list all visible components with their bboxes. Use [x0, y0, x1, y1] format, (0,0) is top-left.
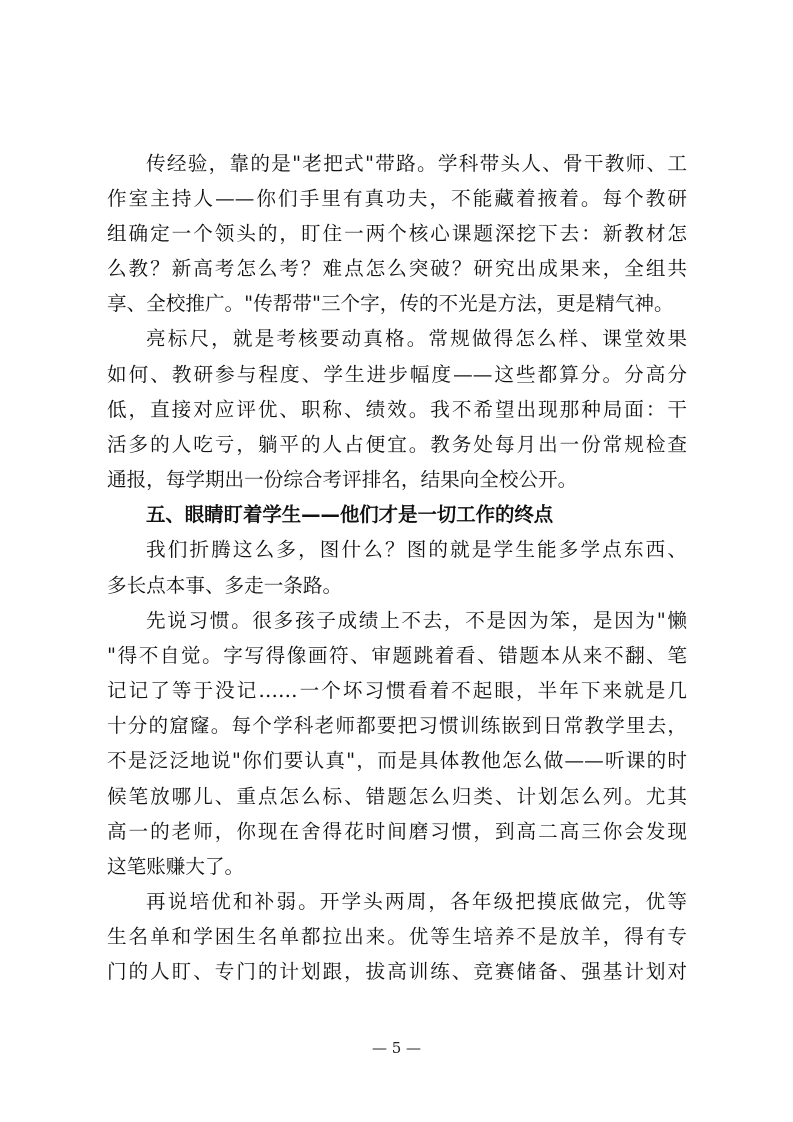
body-text-line: 么教？新高考怎么考？难点怎么突破？研究出成果来，全组共: [107, 257, 687, 280]
body-text-line: 候笔放哪儿、重点怎么标、错题怎么归类、计划怎么列。尤其: [107, 785, 687, 808]
body-text-line: 作室主持人——你们手里有真功夫，不能藏着掖着。每个教研: [107, 187, 687, 210]
body-text-line: 先说习惯。很多孩子成绩上不去，不是因为笨，是因为"懒: [146, 609, 687, 632]
body-text-line: 活多的人吃亏，躺平的人占便宜。教务处每月出一份常规检查: [107, 433, 687, 456]
body-text-line: 亮标尺，就是考核要动真格。常规做得怎么样、课堂效果: [146, 327, 687, 350]
body-text-line: 这笔账赚大了。: [107, 855, 245, 878]
body-text-line: 高一的老师，你现在舍得花时间磨习惯，到高二高三你会发现: [107, 820, 687, 843]
body-text-line: 记记了等于没记……一个坏习惯看着不起眼，半年下来就是几: [107, 679, 687, 702]
body-text-line: 多长点本事、多走一条路。: [107, 574, 343, 597]
body-text-line: 生名单和学困生名单都拉出来。优等生培养不是放羊，得有专: [107, 925, 687, 948]
section-heading: 五、眼睛盯着学生——他们才是一切工作的终点: [146, 503, 554, 526]
body-text-line: 低，直接对应评优、职称、绩效。我不希望出现那种局面：干: [107, 398, 687, 421]
body-text-line: 如何、教研参与程度、学生进步幅度——这些都算分。分高分: [107, 363, 687, 386]
body-text-line: 门的人盯、专门的计划跟，拔高训练、竞赛储备、强基计划对: [107, 960, 687, 983]
body-text-line: 十分的窟窿。每个学科老师都要把习惯训练嵌到日常教学里去，: [107, 714, 687, 737]
body-text-line: 不是泛泛地说"你们要认真"，而是具体教他怎么做——听课的时: [107, 749, 687, 772]
body-text-line: 再说培优和补弱。开学头两周，各年级把摸底做完，优等: [146, 890, 687, 913]
body-text-line: 享、全校推广。"传帮带"三个字，传的不光是方法，更是精气神。: [107, 292, 674, 315]
body-text-line: 组确定一个领头的，盯住一两个核心课题深挖下去：新教材怎: [107, 222, 687, 245]
body-text-line: "得不自觉。字写得像画符、审题跳着看、错题本从来不翻、笔: [107, 644, 687, 667]
body-text-line: 通报，每学期出一份综合考评排名，结果向全校公开。: [107, 468, 578, 491]
body-text-line: 传经验，靠的是"老把式"带路。学科带头人、骨干教师、工: [146, 152, 687, 175]
page-number: — 5 —: [371, 1039, 422, 1057]
body-text-line: 我们折腾这么多，图什么？图的就是学生能多学点东西、: [146, 538, 687, 561]
